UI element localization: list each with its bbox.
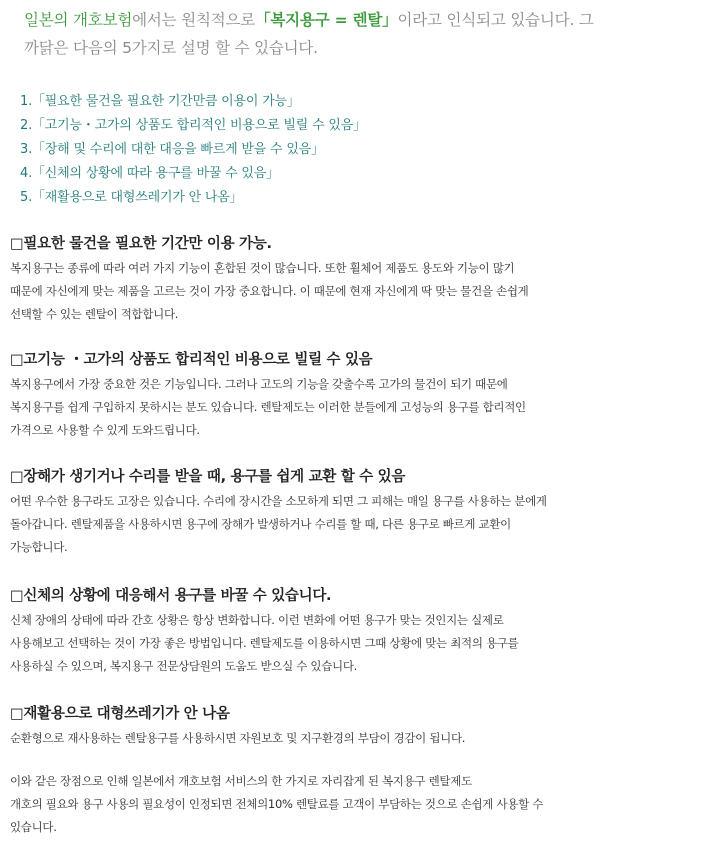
intro-text-b: 이라고 인식되고 있습니다. 그 — [397, 11, 594, 29]
section-recycling — [10, 704, 715, 750]
body-line: 순환형으로 재사용하는 렌탈용구를 사용하시면 자원보호 및 지구환경의 부담이 경감이 됩니다. — [10, 731, 466, 745]
intro-line-1 — [24, 6, 709, 34]
section-body — [10, 727, 715, 750]
closing-paragraph — [10, 770, 715, 839]
body-line: 이와 같은 장점으로 인해 일본에서 개호보험 서비스의 한 가지로 자리잡게 된 복지용구 렌탈제도 — [10, 774, 472, 788]
intro-line-2: 까닭은 다음의 5가지로 설명 할 수 있습니다. — [24, 39, 318, 57]
reasons-list — [20, 90, 620, 210]
body-line: 어떤 우수한 용구라도 고장은 있습니다. 수리에 장시간을 소모하게 되면 그 피해는 매일 용구를 사용하는 분에게 — [10, 494, 547, 508]
body-line: 돌아갑니다. 렌탈제품을 사용하시면 용구에 장해가 발생하거나 수리를 할 때, 다른 용구로 빠르게 교환이 — [10, 517, 511, 531]
intro-highlight-insurance: 일본의 개호보험 — [24, 11, 133, 29]
intro-paragraph — [24, 6, 709, 62]
section-body — [10, 490, 715, 559]
section-heading: □재활용으로 대형쓰레기가 안 나옴 — [10, 706, 230, 722]
section-high-function — [10, 350, 715, 442]
section-necessary-period — [10, 234, 715, 326]
section-heading: □신체의 상황에 대응해서 용구를 바꿀 수 있습니다. — [10, 588, 332, 604]
body-line: 사용하실 수 있으며, 복지용구 전문상담원의 도움도 받으실 수 있습니다. — [10, 659, 358, 673]
body-line: 가능합니다. — [10, 540, 68, 554]
reason-item: 3.「장해 및 수리에 대한 대응을 빠르게 받을 수 있음」 — [20, 142, 324, 157]
body-line: 신체 장애의 상태에 따라 간호 상황은 항상 변화합니다. 이런 변화에 어떤 용구가 맞는 것인지는 실제로 — [10, 613, 504, 627]
body-line: 가격으로 사용할 수 있게 도와드립니다. — [10, 423, 200, 437]
body-line: 때문에 자신에게 맞는 제품을 고르는 것이 가장 중요합니다. 이 때문에 현재 자신에게 딱 맞는 물건을 손쉽게 — [10, 284, 529, 298]
reason-item: 2.「고기능・고가의 상품도 합리적인 비용으로 빌릴 수 있음」 — [20, 118, 366, 133]
body-line: 복지용구는 종류에 따라 여러 가지 기능이 혼합된 것이 많습니다. 또한 휠체어 제품도 용도와 기능이 많기 — [10, 261, 515, 275]
intro-highlight-rental: 「복지용구 = 렌탈」 — [255, 11, 398, 29]
reason-item: 5.「재활용으로 대형쓰레기가 안 나옴」 — [20, 190, 243, 205]
body-line: 복지용구에서 가장 중요한 것은 기능입니다. 그러나 고도의 기능을 갖출수록 고가의 물건이 되기 때문에 — [10, 377, 508, 391]
section-heading: □장해가 생기거나 수리를 받을 때, 용구를 쉽게 교환 할 수 있음 — [10, 469, 406, 485]
intro-text-a: 에서는 원칙적으로 — [132, 11, 256, 29]
section-body — [10, 373, 715, 442]
section-body — [10, 609, 715, 678]
body-line: 복지용구를 쉽게 구입하지 못하시는 분도 있습니다. 렌탈제도는 이러한 분들에게 고성능의 용구를 합리적인 — [10, 400, 526, 414]
section-body — [10, 257, 715, 326]
body-line: 개호의 필요와 용구 사용의 필요성이 인정되면 전체의10% 렌탈료를 고객이 부담하는 것으로 손쉽게 사용할 수 — [10, 797, 544, 811]
section-heading: □고기능 ・고가의 상품도 합리적인 비용으로 빌릴 수 있음 — [10, 352, 373, 368]
section-body-condition — [10, 586, 715, 678]
reason-item: 4.「신체의 상황에 따라 용구를 바꿀 수 있음」 — [20, 166, 279, 181]
section-repair-exchange — [10, 467, 715, 559]
body-line: 사용해보고 선택하는 것이 가장 좋은 방법입니다. 렌탈제도를 이용하시면 그때 상황에 맞는 최적의 용구를 — [10, 636, 519, 650]
reason-item: 1.「필요한 물건을 필요한 기간만큼 이용이 가능」 — [20, 94, 300, 109]
body-line: 있습니다. — [10, 820, 57, 834]
body-line: 선택할 수 있는 렌탈이 적합합니다. — [10, 307, 179, 321]
section-heading: □필요한 물건을 필요한 기간만 이용 가능. — [10, 236, 272, 252]
